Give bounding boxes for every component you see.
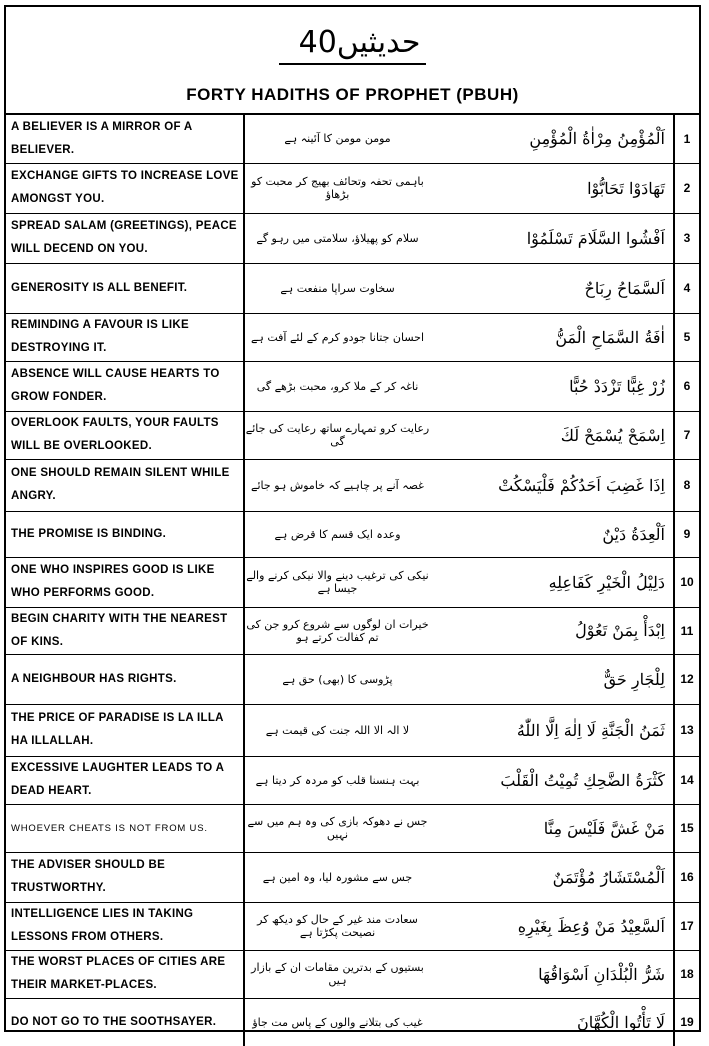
hadith-number: 11 [674, 607, 699, 654]
hadith-english: INTELLIGENCE LIES IN TAKING LESSONS FROM OTHERS. [6, 902, 244, 950]
hadith-number: 1 [674, 115, 699, 163]
hadith-arabic: كَثْرَةُ الضَّحِكِ تُمِيْتُ الْقَلْبَ [430, 756, 674, 804]
hadith-row [6, 163, 699, 213]
hadith-arabic: اٰفَةُ السَّمَاحِ الْمَنُّ [430, 313, 674, 361]
title-number: 40 [298, 25, 337, 60]
hadith-arabic: دَلِيْلُ الْخَيْرِ كَفَاعِلِهِ [430, 557, 674, 607]
hadith-arabic: اَفْشُوا السَّلَامَ تَسْلَمُوْا [430, 213, 674, 263]
hadith-number: 3 [674, 213, 699, 263]
hadith-english: ONE WHO INSPIRES GOOD IS LIKE WHO PERFORMS GOOD. [6, 557, 244, 607]
hadith-row [6, 313, 699, 361]
hadith-arabic: اِسْمَحْ يُسْمَحْ لَكَ [430, 411, 674, 459]
hadith-arabic: اَلسَّعِيْدُ مَنْ وُعِظَ بِغَيْرِهِ [430, 902, 674, 950]
hadith-number: 14 [674, 756, 699, 804]
hadith-row [6, 511, 699, 557]
hadith-urdu: احسان جتانا جودو کرم کے لئے آفت ہے [244, 313, 430, 361]
hadith-number: 6 [674, 361, 699, 411]
page-subtitle: FORTY HADITHS OF PROPHET (PBUH) [186, 85, 519, 104]
hadith-english: THE PRICE OF PARADISE IS LA ILLA HA ILLALLAH. [6, 704, 244, 756]
hadith-number: 13 [674, 704, 699, 756]
hadith-urdu: سخاوت سراپا منفعت ہے [244, 263, 430, 313]
hadith-english: EXCHANGE GIFTS TO INCREASE LOVE AMONGST YOU. [6, 163, 244, 213]
hadith-english: THE PROMISE IS BINDING. [6, 511, 244, 557]
hadith-arabic: لِلْجَارِ حَقٌّ [430, 654, 674, 704]
hadith-row [6, 411, 699, 459]
hadith-urdu: بہت ہنسنا قلب کو مردہ کر دیتا ہے [244, 756, 430, 804]
hadith-number: 17 [674, 902, 699, 950]
hadith-english: BEGIN CHARITY WITH THE NEAREST OF KINS. [6, 607, 244, 654]
hadith-number: 10 [674, 557, 699, 607]
hadith-row [6, 557, 699, 607]
title-block [6, 25, 699, 65]
hadith-row [6, 804, 699, 852]
hadith-row [6, 950, 699, 998]
hadith-urdu: رعایت کرو تمہارے ساتھ رعایت کی جائے گی [244, 411, 430, 459]
hadith-urdu: نیکی کی ترغیب دینے والا نیکی کرنے والے جیسا ہے [244, 557, 430, 607]
hadith-arabic: اَلسَّمَاحُ رِبَاحٌ [430, 263, 674, 313]
hadith-english: A BELIEVER IS A MIRROR OF A BELIEVER. [6, 115, 244, 163]
hadith-urdu: وعدہ ایک قسم کا قرض ہے [244, 511, 430, 557]
hadith-urdu: غیب کی بتلانے والوں کے پاس مت جاؤ [252, 1015, 423, 1029]
sheet-header [6, 7, 699, 115]
hadith-row [6, 654, 699, 704]
hadith-urdu: باہمی تحفہ وتحائف بھیج کر محبت کو بڑھاؤ [244, 163, 430, 213]
hadith-english: REMINDING A FAVOUR IS LIKE DESTROYING IT. [6, 313, 244, 361]
hadith-arabic: اِبْدَأْ بِمَنْ تَعُوْلُ [430, 607, 674, 654]
hadith-number: 18 [674, 950, 699, 998]
hadith-english: DO NOT GO TO THE SOOTHSAYER. [6, 998, 244, 1046]
hadith-row [6, 361, 699, 411]
hadith-english: A NEIGHBOUR HAS RIGHTS. [6, 654, 244, 704]
hadith-english: OVERLOOK FAULTS, YOUR FAULTS WILL BE OVERLOOKED. [6, 411, 244, 459]
hadith-table [6, 115, 699, 1046]
hadith-number: 16 [674, 852, 699, 902]
hadith-arabic: اِذَا غَضِبَ اَحَدُكُمْ فَلْيَسْكُتْ [430, 459, 674, 511]
hadith-english: EXCESSIVE LAUGHTER LEADS TO A DEAD HEART. [6, 756, 244, 804]
hadith-urdu: ناغہ کر کے ملا کرو، محبت بڑھے گی [244, 361, 430, 411]
hadith-row [6, 459, 699, 511]
hadith-row [6, 115, 699, 163]
hadith-urdu: لا الہ الا اللہ جنت کی قیمت ہے [244, 704, 430, 756]
hadith-urdu: خیرات ان لوگوں سے شروع کرو جن کی تم کفالت کرتے ہو [244, 607, 430, 654]
hadith-number: 7 [674, 411, 699, 459]
hadith-urdu: جس نے دھوکہ بازی کی وہ ہم میں سے نہیں [244, 804, 430, 852]
hadith-row [6, 607, 699, 654]
hadith-row [6, 263, 699, 313]
hadith-sheet [4, 5, 701, 1032]
hadith-urdu: سعادت مند غیر کے حال کو دیکھ کر نصیحت پکڑتا ہے [244, 902, 430, 950]
hadith-english: SPREAD SALAM (GREETINGS), PEACE WILL DECEND ON YOU. [6, 213, 244, 263]
hadith-urdu: غصہ آنے پر چاہیے کہ خاموش ہو جائے [244, 459, 430, 511]
hadith-arabic: مَنْ غَشَّ فَلَيْسَ مِنَّا [430, 804, 674, 852]
hadith-row [6, 902, 699, 950]
hadith-number: 4 [674, 263, 699, 313]
hadith-arabic: اَلْمُؤْمِنُ مِرْاٰةُ الْمُؤْمِنِ [430, 115, 674, 163]
hadith-urdu: جس سے مشورہ لیا، وہ امین ہے [244, 852, 430, 902]
hadith-row [6, 213, 699, 263]
hadith-urdu: پڑوسی کا (بھی) حق ہے [244, 654, 430, 704]
hadith-arabic: اَلْعِدَةُ دَيْنٌ [430, 511, 674, 557]
hadith-number: 15 [674, 804, 699, 852]
hadith-english: GENEROSITY IS ALL BENEFIT. [6, 263, 244, 313]
hadith-number: 12 [674, 654, 699, 704]
hadith-arabic: ثَمَنُ الْجَنَّةِ لَا اِلٰهَ اِلَّا اللّٰهُ [430, 704, 674, 756]
hadith-number: 9 [674, 511, 699, 557]
title-urdu: حدیثیں [336, 25, 421, 60]
hadith-english: ABSENCE WILL CAUSE HEARTS TO GROW FONDER. [6, 361, 244, 411]
hadith-row [6, 852, 699, 902]
title-box [279, 25, 427, 65]
hadith-arabic: لَا تَأْتُوا الْكُهَّانَ [577, 1012, 665, 1032]
hadith-english: ONE SHOULD REMAIN SILENT WHILE ANGRY. [6, 459, 244, 511]
hadith-arabic: اَلْمُسْتَشَارُ مُؤْتَمَنٌ [430, 852, 674, 902]
hadith-number: 19 [674, 998, 699, 1046]
hadith-number: 8 [674, 459, 699, 511]
hadith-number: 2 [674, 163, 699, 213]
hadith-row [6, 704, 699, 756]
hadith-urdu: سلام کو پھیلاؤ، سلامتی میں رہو گے [244, 213, 430, 263]
hadith-number: 5 [674, 313, 699, 361]
hadith-row [6, 998, 699, 1046]
hadith-arabic: تَهَادَوْا تَحَابُّوْا [430, 163, 674, 213]
hadith-english: WHOEVER CHEATS IS NOT FROM US. [6, 804, 244, 852]
hadith-english: THE WORST PLACES OF CITIES ARE THEIR MARKET-PLACES. [6, 950, 244, 998]
hadith-urdu: مومن مومن کا آئینہ ہے [244, 115, 430, 163]
hadith-english: THE ADVISER SHOULD BE TRUSTWORTHY. [6, 852, 244, 902]
hadith-urdu: بستیوں کے بدترین مقامات ان کے بازار ہیں [244, 950, 430, 998]
hadith-arabic: زُرْ غِبًّا تَزْدَدْ حُبًّا [430, 361, 674, 411]
hadith-row [6, 756, 699, 804]
hadith-arabic: شَرُّ الْبُلْدَانِ اَسْوَاقُهَا [430, 950, 674, 998]
